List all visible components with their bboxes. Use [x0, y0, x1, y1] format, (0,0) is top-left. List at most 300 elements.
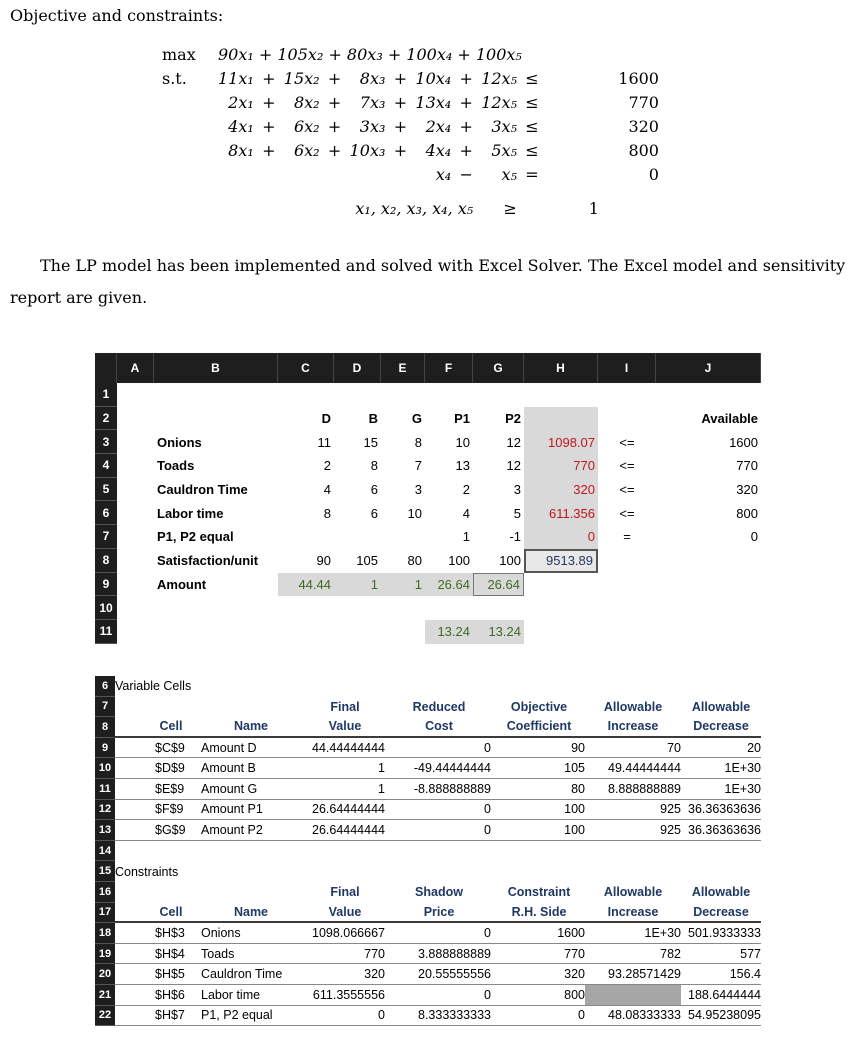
amount-d: 44.44 [278, 573, 334, 597]
report-row [95, 779, 761, 800]
reduced-cost: 0 [385, 820, 493, 841]
report-row [95, 841, 761, 862]
allowable-decrease: 20 [681, 738, 761, 759]
operator: + [262, 92, 276, 112]
allowable-decrease: 188.6444444 [681, 985, 761, 1006]
operator: − [459, 164, 473, 184]
row-number: 15 [95, 861, 115, 882]
lhs-value: 0 [524, 525, 598, 549]
column-header-h: H [524, 353, 598, 383]
lp-constraint-row [158, 66, 663, 90]
cell: Objective [510, 699, 568, 714]
cell: Value [305, 717, 385, 738]
cell: Reduced [412, 699, 466, 714]
final-value: 611.3555556 [305, 985, 385, 1006]
coef-p1: 2 [462, 482, 470, 498]
var-name: Amount P1 [197, 800, 305, 821]
allowable-decrease: 54.95238095 [681, 1006, 761, 1027]
st-keyword [158, 138, 214, 162]
term: x₅ [501, 164, 517, 184]
report-row [95, 800, 761, 821]
rhs-value: 800 [628, 140, 659, 160]
final-value: 1 [305, 779, 385, 800]
operator: + [393, 116, 408, 136]
cell [115, 800, 133, 821]
header-p1: P1 [454, 411, 470, 427]
column-header-b: B [154, 353, 278, 383]
amount-b: 1 [334, 573, 381, 597]
operator: + [262, 116, 276, 136]
shadow-price: 20.55555556 [385, 964, 493, 985]
term: 2x₁ [228, 92, 254, 112]
report-row [95, 1006, 761, 1027]
term: 10x₄ [415, 68, 452, 88]
report-row [95, 944, 761, 965]
coef-d: 8 [323, 505, 331, 521]
lhs-header [524, 407, 598, 431]
row-number: 22 [95, 1006, 115, 1027]
term: 13x₄ [415, 92, 452, 112]
header-d: D [321, 411, 331, 427]
cell [656, 620, 761, 644]
corner-cell [95, 353, 117, 383]
coef-g: 3 [414, 482, 422, 498]
coefficient: 1600 [493, 923, 585, 944]
row-number: 21 [95, 985, 115, 1006]
sheet-row [95, 620, 761, 644]
cell [117, 383, 761, 407]
coef-g [381, 525, 425, 549]
cell [115, 820, 133, 841]
lp-constraint-row [158, 162, 663, 186]
lp-bound-row [158, 196, 663, 220]
lhs-value: 1098.07 [524, 430, 598, 454]
lp-table [158, 42, 663, 220]
row-number: 11 [95, 779, 115, 800]
row-number: 17 [95, 903, 115, 924]
term: 3x₅ [491, 116, 517, 136]
sheet-row [95, 430, 761, 454]
allowable-increase [585, 985, 681, 1006]
cell [117, 525, 154, 549]
row11-g: 13.24 [473, 620, 524, 644]
reduced-cost: 0 [385, 800, 493, 821]
spacer [543, 138, 603, 162]
cell: Allowable [603, 699, 663, 714]
column-header-c: C [278, 353, 334, 383]
cell [133, 882, 197, 903]
report-row [95, 697, 761, 718]
coefficient: 320 [493, 964, 585, 985]
cell [334, 620, 381, 644]
coef-g: 7 [414, 458, 422, 474]
cell [115, 779, 133, 800]
available-value: 770 [736, 458, 758, 474]
row-number: 11 [95, 620, 117, 644]
coef-b: 6 [370, 505, 378, 521]
allowable-increase: 49.44444444 [585, 758, 681, 779]
relation: = [525, 164, 539, 184]
final-value: 0 [305, 1006, 385, 1027]
term [214, 162, 258, 186]
header-b: B [368, 411, 378, 427]
var-name: Labor time [197, 985, 305, 1006]
var-name: Amount G [197, 779, 305, 800]
final-value: 320 [305, 964, 385, 985]
allowable-increase: 70 [585, 738, 681, 759]
coefficient: 100 [493, 820, 585, 841]
report-row [95, 758, 761, 779]
row11-f: 13.24 [425, 620, 473, 644]
coef-g: 8 [414, 434, 422, 450]
row-number: 10 [95, 596, 117, 620]
rhs-value: 0 [648, 164, 659, 184]
allowable-increase: 93.28571429 [585, 964, 681, 985]
relation: ≤ [525, 140, 539, 160]
cell: Price [385, 903, 493, 924]
cell [115, 738, 133, 759]
term: 4x₁ [228, 116, 254, 136]
report-row [95, 923, 761, 944]
term: 8x₂ [293, 92, 320, 112]
row-number: 4 [95, 454, 117, 478]
cell [117, 620, 154, 644]
term: 8x₁ [228, 140, 254, 160]
relation: <= [619, 434, 635, 450]
cell: Allowable [603, 885, 663, 900]
operator [324, 162, 346, 186]
row-number: 8 [95, 717, 115, 738]
coefficient: 105 [493, 758, 585, 779]
cell: Name [197, 903, 305, 924]
var-name: Amount B [197, 758, 305, 779]
cell [117, 549, 154, 573]
row-number: 13 [95, 820, 115, 841]
rhs-value: 770 [628, 92, 659, 112]
cell [154, 620, 278, 644]
sat-g: 80 [407, 553, 422, 569]
cell [115, 985, 133, 1006]
column-header-i: I [598, 353, 656, 383]
spacer [543, 66, 603, 90]
row-number: 16 [95, 882, 115, 903]
spacer [543, 114, 603, 138]
reduced-cost: 0 [385, 738, 493, 759]
allowable-decrease: 577 [681, 944, 761, 965]
allowable-increase: 1E+30 [585, 923, 681, 944]
coef-d: 11 [317, 434, 331, 450]
amount-p1: 26.64 [425, 573, 473, 597]
cell [115, 697, 133, 718]
term: 4x₄ [425, 140, 452, 160]
cell [115, 841, 761, 862]
row-number: 5 [95, 478, 117, 502]
cell-ref: $G$9 [133, 820, 197, 841]
term: 10x₃ [349, 140, 386, 160]
relation: = [623, 529, 631, 545]
cell [656, 549, 761, 573]
cell: Final [330, 885, 360, 900]
shadow-price: 8.333333333 [385, 1006, 493, 1027]
report-row [95, 820, 761, 841]
cell-ref: $D$9 [133, 758, 197, 779]
row-number: 19 [95, 944, 115, 965]
cell [115, 944, 133, 965]
sat-p2: 100 [499, 553, 521, 569]
excel-model [95, 353, 761, 644]
column-header-g: G [473, 353, 524, 383]
cell [381, 620, 425, 644]
row-number: 10 [95, 758, 115, 779]
final-value: 1098.066667 [305, 923, 385, 944]
allowable-increase: 925 [585, 800, 681, 821]
operator: + [327, 140, 342, 160]
operator: + [459, 92, 473, 112]
lp-objective-row [158, 42, 663, 66]
term: 12x₅ [481, 68, 517, 88]
coef-p2: 12 [506, 458, 521, 474]
coef-b: 8 [370, 458, 378, 474]
sheet-row [95, 454, 761, 478]
row-number: 20 [95, 964, 115, 985]
cell-ref: $H$5 [133, 964, 197, 985]
amount-g: 1 [381, 573, 425, 597]
term: 15x₂ [283, 68, 320, 88]
report-row [95, 964, 761, 985]
constraints-title: Constraints [115, 864, 179, 879]
sheet-row [95, 407, 761, 431]
coef-p2: 3 [513, 482, 521, 498]
sheet-row [95, 596, 761, 620]
allowable-decrease: 156.4 [681, 964, 761, 985]
lp-constraint-row [158, 114, 663, 138]
allowable-increase: 925 [585, 820, 681, 841]
operator: + [393, 140, 408, 160]
coef-g: 10 [407, 505, 422, 521]
page-heading: Objective and constraints: [10, 6, 224, 25]
allowable-decrease: 501.9333333 [681, 923, 761, 944]
cell [115, 923, 133, 944]
operator [258, 162, 280, 186]
row-number: 9 [95, 573, 117, 597]
var-name: Onions [197, 923, 305, 944]
cell [598, 549, 656, 573]
coef-p1: 10 [455, 434, 470, 450]
available-value: 0 [750, 529, 758, 545]
operator: + [459, 68, 473, 88]
cell: Cell [133, 903, 197, 924]
st-keyword [158, 114, 214, 138]
operator [389, 162, 411, 186]
allowable-increase: 48.08333333 [585, 1006, 681, 1027]
sat-b: 105 [356, 553, 378, 569]
rhs-value: 1600 [618, 68, 659, 88]
header-available: Available [701, 411, 758, 427]
var-name: Toads [197, 944, 305, 965]
final-value: 26.64444444 [305, 800, 385, 821]
spacer [543, 90, 603, 114]
sheet-row [95, 383, 761, 407]
coefficient: 0 [493, 1006, 585, 1027]
cell: Constraint [507, 885, 571, 900]
coefficient: 80 [493, 779, 585, 800]
coef-p1: 4 [462, 505, 470, 521]
cell-ref: $H$6 [133, 985, 197, 1006]
relation: ≤ [525, 68, 539, 88]
operator: + [262, 68, 276, 88]
excel-body [95, 383, 761, 644]
lp-model [158, 42, 663, 220]
operator: + [262, 140, 276, 160]
spacer [543, 162, 603, 186]
available-value: 800 [736, 505, 758, 521]
sat-p1: 100 [448, 553, 470, 569]
lp-constraint-row [158, 138, 663, 162]
cell: Decrease [681, 717, 761, 738]
cell: Cell [133, 717, 197, 738]
allowable-increase: 8.888888889 [585, 779, 681, 800]
final-value: 44.44444444 [305, 738, 385, 759]
coef-b: 15 [363, 434, 378, 450]
row-number: 1 [95, 383, 117, 407]
sheet-row [95, 478, 761, 502]
coefficient: 100 [493, 800, 585, 821]
constraint-name: Onions [157, 434, 202, 450]
var-name: Amount P2 [197, 820, 305, 841]
cell [197, 882, 305, 903]
sheet-row [95, 525, 761, 549]
cell: Value [305, 903, 385, 924]
final-value: 1 [305, 758, 385, 779]
row-number: 9 [95, 738, 115, 759]
report-row [95, 903, 761, 924]
cell [115, 717, 133, 738]
bound-relation: ≥ [503, 198, 517, 218]
column-header-f: F [425, 353, 473, 383]
constraint-name: P1, P2 equal [157, 529, 234, 545]
sheet-row [95, 573, 761, 597]
relation: <= [619, 458, 635, 474]
cell [133, 697, 197, 718]
shadow-price: 0 [385, 923, 493, 944]
cell: Cost [385, 717, 493, 738]
cell-ref: $C$9 [133, 738, 197, 759]
row-number: 14 [95, 841, 115, 862]
bound-vars: x₁, x₂, x₃, x₄, x₅ [355, 198, 474, 218]
report-row [95, 882, 761, 903]
variable-cells-title: Variable Cells [115, 679, 192, 694]
reduced-cost: -8.888888889 [385, 779, 493, 800]
term: 11x₁ [218, 68, 254, 88]
cell [524, 573, 598, 597]
lhs-value: 320 [524, 478, 598, 502]
term: 2x₄ [425, 116, 452, 136]
row-number: 6 [95, 501, 117, 525]
relation: <= [619, 505, 635, 521]
row-number: 7 [95, 525, 117, 549]
final-value: 770 [305, 944, 385, 965]
cell: Name [197, 717, 305, 738]
column-header-bar [95, 353, 761, 383]
st-keyword [158, 90, 214, 114]
cell-ref: $H$3 [133, 923, 197, 944]
coef-b: 6 [370, 482, 378, 498]
row-number: 3 [95, 430, 117, 454]
lhs-value: 770 [524, 454, 598, 478]
term: 12x₅ [481, 92, 517, 112]
final-value: 26.64444444 [305, 820, 385, 841]
coefficient: 800 [493, 985, 585, 1006]
term: 8x₃ [359, 68, 386, 88]
cell-ref: $F$9 [133, 800, 197, 821]
var-name: Cauldron Time [197, 964, 305, 985]
operator: + [459, 116, 473, 136]
lhs-value: 611.356 [524, 501, 598, 525]
var-name: P1, P2 equal [197, 1006, 305, 1027]
cell: R.H. Side [493, 903, 585, 924]
allowable-decrease: 36.36363636 [681, 820, 761, 841]
coef-d [278, 525, 334, 549]
header-g: G [411, 411, 422, 427]
description-paragraph [10, 250, 848, 314]
cell [115, 758, 133, 779]
row-number: 7 [95, 697, 115, 718]
row-number: 8 [95, 549, 117, 573]
cell [115, 964, 133, 985]
shadow-price: 0 [385, 985, 493, 1006]
allowable-increase: 782 [585, 944, 681, 965]
cell [598, 620, 656, 644]
report-row [95, 985, 761, 1006]
coefficient: 770 [493, 944, 585, 965]
cell [197, 697, 305, 718]
cell-ref: $E$9 [133, 779, 197, 800]
constraint-name: Labor time [157, 505, 224, 521]
term: x₄ [435, 164, 452, 184]
coefficient: 90 [493, 738, 585, 759]
report-row [95, 738, 761, 759]
bound-rhs: 1 [588, 198, 599, 218]
allowable-decrease: 1E+30 [681, 758, 761, 779]
rhs-value: 320 [628, 116, 659, 136]
cell [656, 573, 761, 597]
row-number: 2 [95, 407, 117, 431]
cell [117, 430, 154, 454]
term: 6x₂ [293, 140, 320, 160]
shadow-price: 3.888888889 [385, 944, 493, 965]
cell: Final [330, 699, 360, 714]
cell [117, 501, 154, 525]
column-header-d: D [334, 353, 381, 383]
relation: ≤ [525, 116, 539, 136]
cell [117, 407, 154, 431]
coef-p2: 12 [506, 434, 521, 450]
coef-p2: 5 [513, 505, 521, 521]
report-row [95, 861, 761, 882]
cell-ref: $H$4 [133, 944, 197, 965]
constraint-name: Cauldron Time [157, 482, 248, 498]
operator: + [459, 140, 473, 160]
st-keyword: s.t. [162, 68, 187, 88]
cell [598, 573, 656, 597]
available-value: 1600 [729, 434, 758, 450]
allowable-decrease: 36.36363636 [681, 800, 761, 821]
cell: Decrease [681, 903, 761, 924]
column-header-e: E [381, 353, 425, 383]
cell [117, 478, 154, 502]
cell [598, 407, 656, 431]
coef-p1: 1 [462, 529, 470, 545]
